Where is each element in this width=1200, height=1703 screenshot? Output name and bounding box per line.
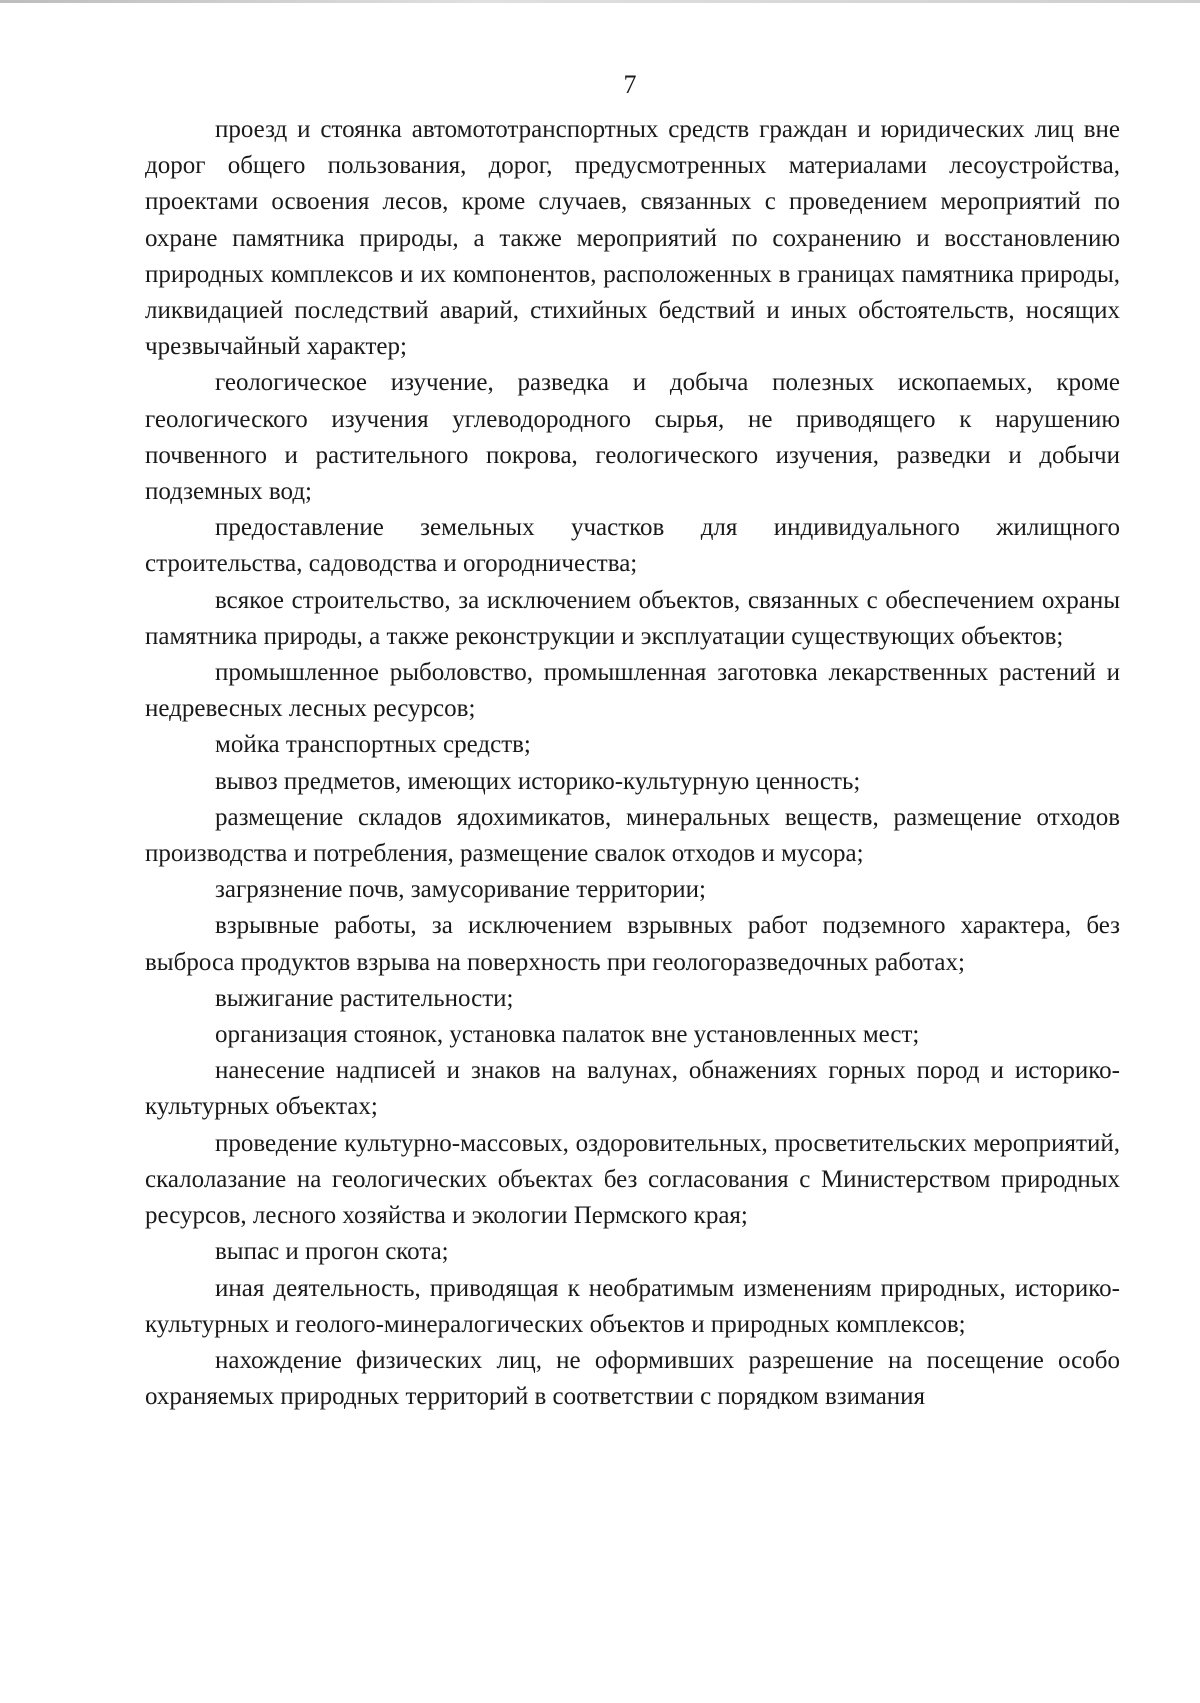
body-text xyxy=(145,112,1120,1415)
paragraph: вывоз предметов, имеющих историко-культурную ценность; xyxy=(215,767,861,795)
paragraph: выпас и прогон скота; xyxy=(215,1238,449,1266)
paragraph: проезд и стоянка автомототранспортных средств граждан и юридических лиц вне дорог общего пользования, дорог, предусмотренных материалами лесоустройства, проектами освоения лесов, кроме случаев, связанных с проведением мероприятий по охране памятника природы, а также мероприятий по сохранению и восстановлению природных комплексов и их компонентов, расположенных в границах памятника природы, ликвидацией последствий аварий, стихийных бедствий и иных обстоятельств, носящих чрезвычайный характер; xyxy=(145,116,1120,361)
paragraph: нахождение физических лиц, не оформивших разрешение на посещение особо охраняемых природных территорий в соответствии с порядком взимания xyxy=(145,1346,1120,1411)
paragraph: размещение складов ядохимикатов, минеральных веществ, размещение отходов производства и потребления, размещение свалок отходов и мусора; xyxy=(145,803,1120,868)
paragraph: иная деятельность, приводящая к необратимым изменениям природных, историко-культурных и геолого-минералогических объектов и природных комплексов; xyxy=(145,1274,1120,1338)
paragraph: организация стоянок, установка палаток вне установленных мест; xyxy=(215,1021,920,1049)
paragraph: мойка транспортных средств; xyxy=(215,731,531,759)
paragraph: загрязнение почв, замусоривание территории; xyxy=(215,876,706,904)
paragraph: всякое строительство, за исключением объектов, связанных с обеспечением охраны памятника природы, а также реконструкции и эксплуатации существующих объектов; xyxy=(145,586,1120,650)
paragraph: нанесение надписей и знаков на валунах, обнажениях горных пород и историко-культурных объектах; xyxy=(145,1057,1120,1121)
page-number: 7 xyxy=(623,70,637,99)
scan-top-edge xyxy=(0,0,1200,3)
paragraph: взрывные работы, за исключением взрывных работ подземного характера, без выброса продуктов взрыва на поверхность при геологоразведочных работах; xyxy=(145,912,1120,976)
paragraph: промышленное рыболовство, промышленная заготовка лекарственных растений и недревесных лесных ресурсов; xyxy=(145,659,1120,723)
paragraph: проведение культурно-массовых, оздоровительных, просветительских мероприятий, скалолазание на геологических объектах без согласования с Министерством природных ресурсов, лесного хозяйства и экологии Пермского края; xyxy=(145,1129,1120,1230)
paragraph: геологическое изучение, разведка и добыча полезных ископаемых, кроме геологического изучения углеводородного сырья, не приводящего к нарушению почвенного и растительного покрова, геологического изучения, разведки и добычи подземных вод; xyxy=(145,369,1120,506)
paragraph: выжигание растительности; xyxy=(215,984,514,1012)
paragraph: предоставление земельных участков для индивидуального жилищного строительства, садоводства и огородничества; xyxy=(145,514,1120,578)
